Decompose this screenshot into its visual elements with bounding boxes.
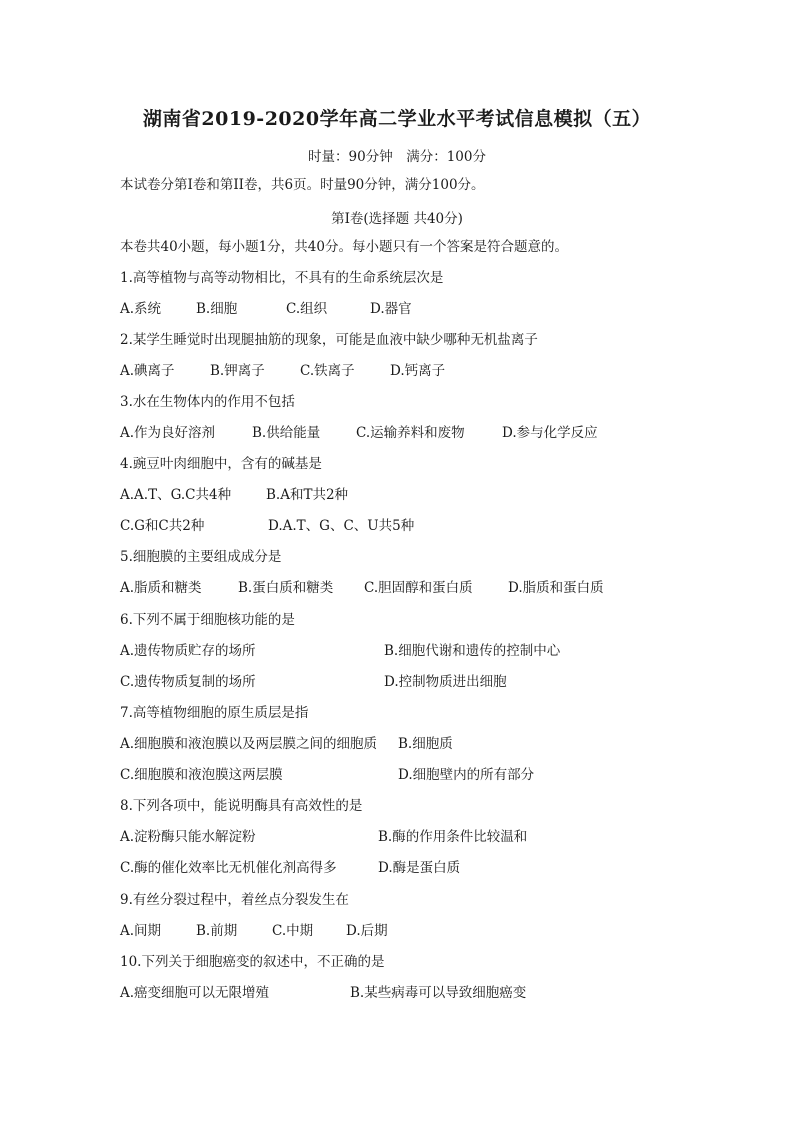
- question-5-stem: 5.细胞膜的主要组成成分是: [120, 549, 282, 565]
- intro-text: 本试卷分第I卷和第II卷，共6页。时量90分钟，满分100分。: [120, 177, 485, 193]
- question-6-option-c: C.遗传物质复制的场所: [120, 674, 256, 690]
- question-7-option-b: B.细胞质: [398, 736, 453, 752]
- question-9-stem: 9.有丝分裂过程中，着丝点分裂发生在: [120, 892, 349, 908]
- question-1-option-c: C.组织: [286, 301, 328, 317]
- question-6-option-d: D.控制物质进出细胞: [384, 674, 507, 690]
- question-1-option-b: B.细胞: [196, 301, 238, 317]
- question-4-option-a: A.A.T、G.C共4种: [120, 487, 232, 503]
- question-2-option-a: A.碘离子: [120, 363, 175, 379]
- question-8-option-a: A.淀粉酶只能水解淀粉: [120, 829, 256, 845]
- question-6-option-b: B.细胞代谢和遗传的控制中心: [384, 643, 561, 659]
- question-5-option-b: B.蛋白质和糖类: [238, 580, 334, 596]
- question-4-option-b: B.A和T共2种: [266, 487, 349, 503]
- question-8-option-c: C.酶的催化效率比无机催化剂高得多: [120, 860, 337, 876]
- question-1-stem: 1.高等植物与高等动物相比，不具有的生命系统层次是: [120, 270, 444, 286]
- question-3-option-a: A.作为良好溶剂: [120, 425, 216, 441]
- question-7-option-a: A.细胞膜和液泡膜以及两层膜之间的细胞质: [120, 736, 378, 752]
- question-2-option-c: C.铁离子: [300, 363, 355, 379]
- question-3-stem: 3.水在生物体内的作用不包括: [120, 394, 295, 410]
- question-10-option-a: A.癌变细胞可以无限增殖: [120, 985, 270, 1001]
- question-6-option-a: A.遗传物质贮存的场所: [120, 643, 256, 659]
- question-5-option-a: A.脂质和糖类: [120, 580, 202, 596]
- question-8-option-d: D.酶是蛋白质: [378, 860, 461, 876]
- question-10-option-b: B.某些病毒可以导致细胞癌变: [350, 985, 527, 1001]
- question-7-stem: 7.高等植物细胞的原生质层是指: [120, 705, 309, 721]
- section-instruction: 本卷共40小题，每小题1分，共40分。每小题只有一个答案是符合题意的。: [120, 239, 568, 255]
- question-4-option-d: D.A.T、G、C、U共5种: [268, 518, 415, 534]
- question-3-option-b: B.供给能量: [252, 425, 321, 441]
- question-10-stem: 10.下列关于细胞癌变的叙述中，不正确的是: [120, 954, 385, 970]
- question-5-option-c: C.胆固醇和蛋白质: [364, 580, 473, 596]
- question-9-option-c: C.中期: [272, 923, 314, 939]
- question-3-option-c: C.运输养料和废物: [356, 425, 465, 441]
- question-9-option-a: A.间期: [120, 923, 162, 939]
- question-3-option-d: D.参与化学反应: [502, 425, 598, 441]
- question-9-option-d: D.后期: [346, 923, 388, 939]
- question-7-option-c: C.细胞膜和液泡膜这两层膜: [120, 767, 283, 783]
- question-4-stem: 4.豌豆叶肉细胞中，含有的碱基是: [120, 456, 322, 472]
- question-2-option-d: D.钙离子: [390, 363, 446, 379]
- question-5-option-d: D.脂质和蛋白质: [508, 580, 604, 596]
- question-1-option-a: A.系统: [120, 301, 162, 317]
- time-score: 时量：90分钟 满分：100分: [308, 149, 486, 165]
- question-2-stem: 2.某学生睡觉时出现腿抽筋的现象，可能是血液中缺少哪种无机盐离子: [120, 332, 538, 348]
- question-6-stem: 6.下列不属于细胞核功能的是: [120, 612, 295, 628]
- section-title: 第I卷(选择题 共40分): [331, 211, 463, 227]
- exam-title: 湖南省2019-2020学年高二学业水平考试信息模拟（五）: [142, 108, 652, 130]
- question-8-stem: 8.下列各项中，能说明酶具有高效性的是: [120, 798, 363, 814]
- question-9-option-b: B.前期: [196, 923, 238, 939]
- question-8-option-b: B.酶的作用条件比较温和: [378, 829, 528, 845]
- question-2-option-b: B.钾离子: [210, 363, 265, 379]
- question-7-option-d: D.细胞壁内的所有部分: [398, 767, 535, 783]
- question-4-option-c: C.G和C共2种: [120, 518, 205, 534]
- question-1-option-d: D.器官: [370, 301, 412, 317]
